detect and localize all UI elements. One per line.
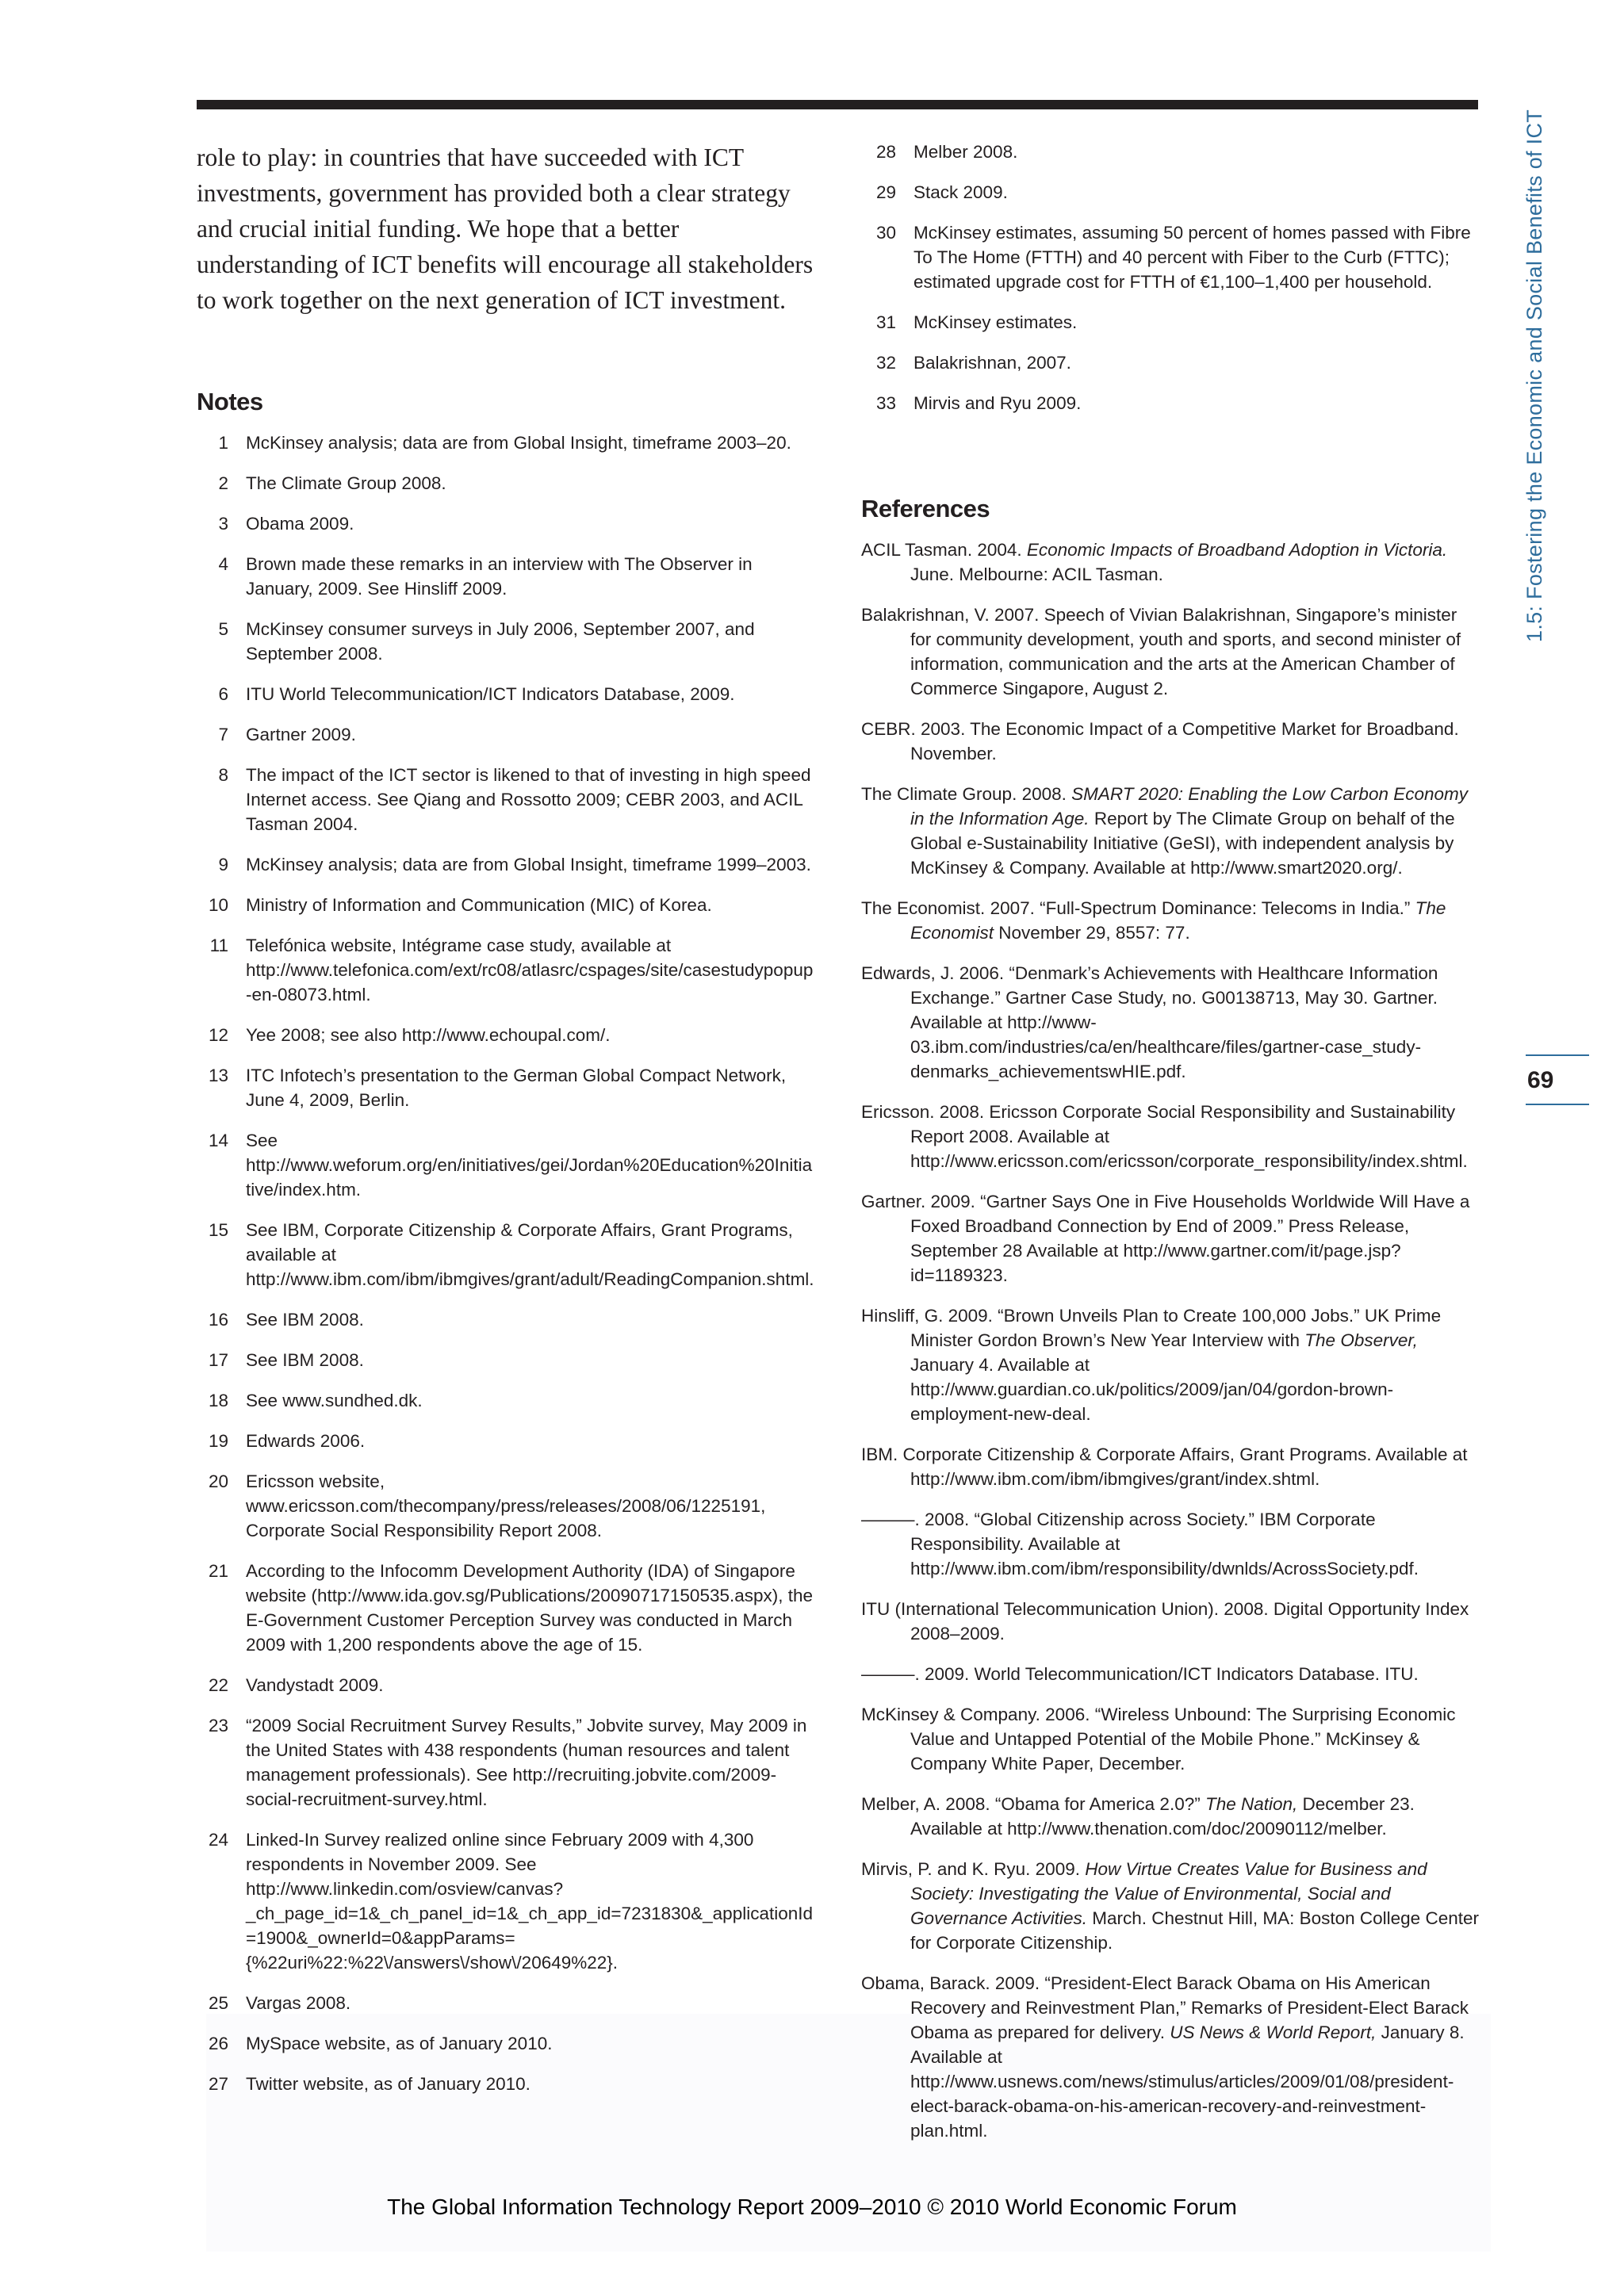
- reference-item: [861, 603, 1480, 701]
- note-text: See http://www.weforum.org/en/initiatives/gei/Jordan%20Education%20Initiative/index.htm.: [246, 1131, 813, 1200]
- references-list: [861, 538, 1480, 2143]
- note-number: 12: [208, 1025, 228, 1045]
- reference-item: [861, 538, 1480, 587]
- reference-text: Hinsliff, G. 2009. “Brown Unveils Plan to Create 100,000 Jobs.” UK Prime Minister Gordon Brown’s New Year Interview with: [861, 1306, 1442, 1350]
- reference-item: [861, 1442, 1480, 1491]
- note-number: 15: [208, 1220, 228, 1240]
- reference-text: CEBR. 2003. The Economic Impact of a Competitive Market for Broadband. November.: [861, 719, 1459, 763]
- note-number: 29: [875, 182, 896, 202]
- reference-item: [861, 782, 1480, 880]
- note-text: Ministry of Information and Communication (MIC) of Korea.: [246, 895, 712, 915]
- note-number: 27: [208, 2074, 228, 2094]
- note-number: 26: [208, 2034, 228, 2053]
- reference-item: [861, 896, 1480, 945]
- reference-text: January 4. Available at http://www.guardian.co.uk/politics/2009/jan/04/gordon-brown-employment-new-deal.: [910, 1355, 1394, 1424]
- note-text: McKinsey analysis; data are from Global Insight, timeframe 1999–2003.: [246, 855, 811, 874]
- note-item: [861, 220, 1480, 294]
- reference-item: [861, 1303, 1480, 1426]
- reference-item: [861, 1857, 1480, 1955]
- reference-text: The Climate Group. 2008.: [861, 784, 1072, 804]
- note-item: [197, 1023, 815, 1047]
- note-number: 2: [218, 473, 228, 493]
- note-text: See IBM, Corporate Citizenship & Corporate Affairs, Grant Programs, available at http://www.ibm.com/ibm/ibmgives/grant/adult/ReadingCompanion.shtml.: [246, 1220, 814, 1289]
- note-number: 17: [208, 1350, 228, 1370]
- note-item: [197, 1469, 815, 1543]
- note-number: 31: [875, 312, 896, 332]
- reference-text: McKinsey & Company. 2006. “Wireless Unbound: The Surprising Economic Value and Untapped Potential of the Mobile Phone.” McKinsey & Company White Paper, December.: [861, 1705, 1456, 1774]
- note-number: 18: [208, 1391, 228, 1410]
- reference-text: Balakrishnan, V. 2007. Speech of Vivian Balakrishnan, Singapore’s minister for community development, youth and sports, and second minister of information, communication and the arts at the American Chamber of Commerce Singapore, August 2.: [861, 605, 1461, 698]
- note-item: [197, 1218, 815, 1292]
- note-text: The Climate Group 2008.: [246, 473, 446, 493]
- note-text: Gartner 2009.: [246, 725, 356, 744]
- note-number: 21: [208, 1561, 228, 1581]
- note-text: Telefónica website, Intégrame case study, available at http://www.telefonica.com/ext/rc08/atlasrc/cspages/site/casestudypopup-en-08073.html.: [246, 936, 814, 1004]
- page-number-box: [1526, 1054, 1589, 1105]
- note-text: McKinsey analysis; data are from Global Insight, timeframe 2003–20.: [246, 433, 791, 453]
- page-number: 69: [1527, 1067, 1554, 1093]
- note-text: McKinsey estimates, assuming 50 percent of homes passed with Fibre To The Home (FTTH) and 40 percent with Fiber to the Curb (FTTC); estimated upgrade cost for FTTH of €1,100–1,400 per household.: [914, 223, 1471, 292]
- reference-text: IBM. Corporate Citizenship & Corporate Affairs, Grant Programs. Available at http://www.ibm.com/ibm/ibmgives/grant/index.shtml.: [861, 1445, 1468, 1489]
- note-item: [197, 933, 815, 1007]
- reference-item: [861, 717, 1480, 766]
- note-text: The impact of the ICT sector is likened to that of investing in high speed Internet access. See Qiang and Rossotto 2009; CEBR 2003, and ACIL Tasman 2004.: [246, 765, 811, 834]
- note-number: 4: [218, 554, 228, 574]
- reference-text: ———. 2008. “Global Citizenship across Society.” IBM Corporate Responsibility. Available at http://www.ibm.com/ibm/responsibility/dwnlds/AcrossSociety.pdf.: [861, 1510, 1419, 1578]
- reference-text: Edwards, J. 2006. “Denmark’s Achievements with Healthcare Information Exchange.” Gartner Case Study, no. G00138713, May 30. Gartner. Available at http://www-03.ibm.com/industries/ca/en/healthcare/files/gartner-case_study-denmarks_achievementswHIE.pdf.: [861, 963, 1438, 1081]
- note-text: ITU World Telecommunication/ICT Indicators Database, 2009.: [246, 684, 735, 704]
- note-text: See IBM 2008.: [246, 1350, 364, 1370]
- note-item: [197, 1307, 815, 1332]
- reference-text: January 8. Available at http://www.usnews.com/news/stimulus/articles/2009/01/08/president-elect-barack-obama-on-his-american-recovery-and-reinvestment-plan.html.: [910, 2022, 1465, 2141]
- reference-text: Ericsson. 2008. Ericsson Corporate Social Responsibility and Sustainability Report 2008. Available at http://www.ericsson.com/ericsson/corporate_responsibility/index.shtml.: [861, 1102, 1468, 1171]
- note-text: “2009 Social Recruitment Survey Results,” Jobvite survey, May 2009 in the United States with 438 respondents (human resources and talent management professionals). See http://recruiting.jobvite.com/2009-social-recruitment-survey.html.: [246, 1716, 807, 1809]
- note-item: [197, 852, 815, 877]
- reference-text: November 29, 8557: 77.: [994, 923, 1190, 943]
- note-number: 20: [208, 1471, 228, 1491]
- note-item: [197, 1388, 815, 1413]
- note-number: 11: [209, 936, 228, 955]
- note-item: [197, 1429, 815, 1453]
- note-text: Brown made these remarks in an interview with The Observer in January, 2009. See Hinsliff 2009.: [246, 554, 753, 599]
- note-text: Balakrishnan, 2007.: [914, 353, 1071, 373]
- reference-item: [861, 1702, 1480, 1776]
- note-item: [197, 763, 815, 836]
- note-item: [197, 1348, 815, 1372]
- reference-title-italic: The Nation,: [1205, 1794, 1298, 1814]
- note-text: See www.sundhed.dk.: [246, 1391, 423, 1410]
- note-text: According to the Infocomm Development Authority (IDA) of Singapore website (http://www.ida.gov.sg/Publications/20090717150535.aspx), the E-Government Customer Perception Survey was conducted in March 2009 with 1,200 respondents above the age of 15.: [246, 1561, 814, 1655]
- note-number: 8: [218, 765, 228, 785]
- note-item: [197, 511, 815, 536]
- note-number: 13: [208, 1066, 228, 1085]
- note-item: [861, 391, 1480, 415]
- note-number: 3: [218, 514, 228, 534]
- right-column: [861, 140, 1480, 2159]
- note-item: [197, 1713, 815, 1812]
- note-item: [197, 682, 815, 706]
- note-number: 1: [218, 433, 228, 453]
- note-item: [197, 2031, 815, 2056]
- note-number: 23: [208, 1716, 228, 1735]
- note-number: 24: [208, 1830, 228, 1850]
- note-text: Twitter website, as of January 2010.: [246, 2074, 530, 2094]
- reference-text: Report by The Climate Group on behalf of the Global e-Sustainability Initiative (GeSI), with independent analysis by McKinsey & Company. Available at http://www.smart2020.org/.: [910, 809, 1455, 878]
- reference-text: ———. 2009. World Telecommunication/ICT Indicators Database. ITU.: [861, 1664, 1419, 1684]
- note-text: ITC Infotech’s presentation to the German Global Compact Network, June 4, 2009, Berlin.: [246, 1066, 787, 1110]
- note-text: Mirvis and Ryu 2009.: [914, 393, 1082, 413]
- page-number-bottom-rule: [1526, 1104, 1589, 1105]
- note-number: 10: [208, 895, 228, 915]
- note-item: [197, 2072, 815, 2096]
- reference-title-italic: Economic Impacts of Broadband Adoption in Victoria.: [1026, 540, 1448, 560]
- reference-title-italic: The Economist: [910, 898, 1446, 943]
- note-text: Linked-In Survey realized online since February 2009 with 4,300 respondents in November 2009. See http://www.linkedin.com/osview/canvas?_ch_page_id=1&_ch_panel_id=1&_ch_app_id=7231830&_applicationId=1900&_ownerId=0&appParams={%22uri%22:%22\/answers\/show\/20649%22}.: [246, 1830, 814, 1973]
- note-item: [861, 180, 1480, 205]
- reference-text: ACIL Tasman. 2004.: [861, 540, 1027, 560]
- note-item: [861, 350, 1480, 375]
- notes-list-right: [861, 140, 1480, 415]
- reference-text: The Economist. 2007. “Full-Spectrum Dominance: Telecoms in India.”: [861, 898, 1415, 918]
- note-number: 14: [208, 1131, 228, 1150]
- reference-title-italic: US News & World Report,: [1170, 2022, 1377, 2042]
- note-number: 32: [875, 353, 896, 373]
- reference-title-italic: SMART 2020: Enabling the Low Carbon Economy in the Information Age.: [910, 784, 1469, 828]
- note-item: [197, 1673, 815, 1697]
- reference-item: [861, 1971, 1480, 2143]
- reference-item: [861, 1662, 1480, 1686]
- top-rule: [197, 100, 1478, 109]
- note-text: Ericsson website, www.ericsson.com/thecompany/press/releases/2008/06/1225191, Corporate Social Responsibility Report 2008.: [246, 1471, 766, 1540]
- note-number: 5: [218, 619, 228, 639]
- note-number: 9: [218, 855, 228, 874]
- note-text: Stack 2009.: [914, 182, 1008, 202]
- note-item: [197, 1063, 815, 1112]
- lead-paragraph: role to play: in countries that have succeeded with ICT investments, government has provided both a clear strategy and crucial initial funding. We hope that a better understanding of ICT benefits will encourage all stakeholders to work together on the next generation of ICT investment.: [197, 144, 814, 314]
- note-text: Melber 2008.: [914, 142, 1018, 162]
- reference-text: Mirvis, P. and K. Ryu. 2009.: [861, 1859, 1086, 1879]
- note-number: 22: [208, 1675, 228, 1695]
- note-item: [197, 471, 815, 496]
- note-text: Obama 2009.: [246, 514, 354, 534]
- note-number: 30: [875, 223, 896, 243]
- note-item: [197, 617, 815, 666]
- reference-text: June. Melbourne: ACIL Tasman.: [910, 564, 1163, 584]
- note-item: [197, 722, 815, 747]
- note-item: [197, 1128, 815, 1202]
- note-number: 7: [218, 725, 228, 744]
- note-item: [861, 140, 1480, 164]
- note-item: [197, 1827, 815, 1975]
- references-heading: References: [861, 495, 990, 522]
- note-text: Edwards 2006.: [246, 1431, 366, 1451]
- note-item: [197, 552, 815, 601]
- note-item: [861, 310, 1480, 335]
- reference-text: Obama, Barack. 2009. “President-Elect Barack Obama on His American Recovery and Reinvestment Plan,” Remarks of President-Elect Barack Obama as prepared for delivery.: [861, 1973, 1469, 2042]
- note-number: 19: [208, 1431, 228, 1451]
- note-number: 33: [875, 393, 896, 413]
- reference-text: December 23. Available at http://www.thenation.com/doc/20090112/melber.: [910, 1794, 1415, 1839]
- reference-text: Gartner. 2009. “Gartner Says One in Five Households Worldwide Will Have a Foxed Broadband Connection by End of 2009.” Press Release, September 28 Available at http://www.gartner.com/it/page.jsp?id=1189323.: [861, 1192, 1470, 1285]
- reference-item: [861, 1507, 1480, 1581]
- reference-item: [861, 1189, 1480, 1288]
- note-text: See IBM 2008.: [246, 1310, 364, 1330]
- reference-text: ITU (International Telecommunication Union). 2008. Digital Opportunity Index 2008–2009.: [861, 1599, 1469, 1644]
- notes-heading: Notes: [197, 388, 263, 415]
- note-number: 28: [875, 142, 896, 162]
- footer: The Global Information Technology Report 2009–2010 © 2010 World Economic Forum: [387, 2195, 1237, 2219]
- note-text: Yee 2008; see also http://www.echoupal.com/.: [246, 1025, 611, 1045]
- note-text: Vandystadt 2009.: [246, 1675, 384, 1695]
- reference-text: Melber, A. 2008. “Obama for America 2.0?”: [861, 1794, 1205, 1814]
- reference-item: [861, 1792, 1480, 1841]
- note-item: [197, 893, 815, 917]
- reference-item: [861, 961, 1480, 1084]
- note-text: MySpace website, as of January 2010.: [246, 2034, 553, 2053]
- note-item: [197, 1991, 815, 2015]
- left-column: [197, 140, 815, 2112]
- reference-item: [861, 1597, 1480, 1646]
- reference-title-italic: How Virtue Creates Value for Business and Society: Investigating the Value of Environmental, Social and Governance Activities.: [910, 1859, 1427, 1928]
- note-item: [197, 1559, 815, 1657]
- chapter-side-title: 1.5: Fostering the Economic and Social Benefits of ICT: [1522, 109, 1546, 642]
- note-text: Vargas 2008.: [246, 1993, 351, 2013]
- note-number: 6: [218, 684, 228, 704]
- reference-item: [861, 1100, 1480, 1173]
- notes-list-left: [197, 430, 815, 2096]
- note-text: McKinsey estimates.: [914, 312, 1078, 332]
- reference-text: March. Chestnut Hill, MA: Boston College Center for Corporate Citizenship.: [910, 1908, 1479, 1953]
- note-text: McKinsey consumer surveys in July 2006, September 2007, and September 2008.: [246, 619, 755, 664]
- note-item: [197, 430, 815, 455]
- note-number: 16: [208, 1310, 228, 1330]
- note-number: 25: [208, 1993, 228, 2013]
- reference-title-italic: The Observer,: [1304, 1330, 1418, 1350]
